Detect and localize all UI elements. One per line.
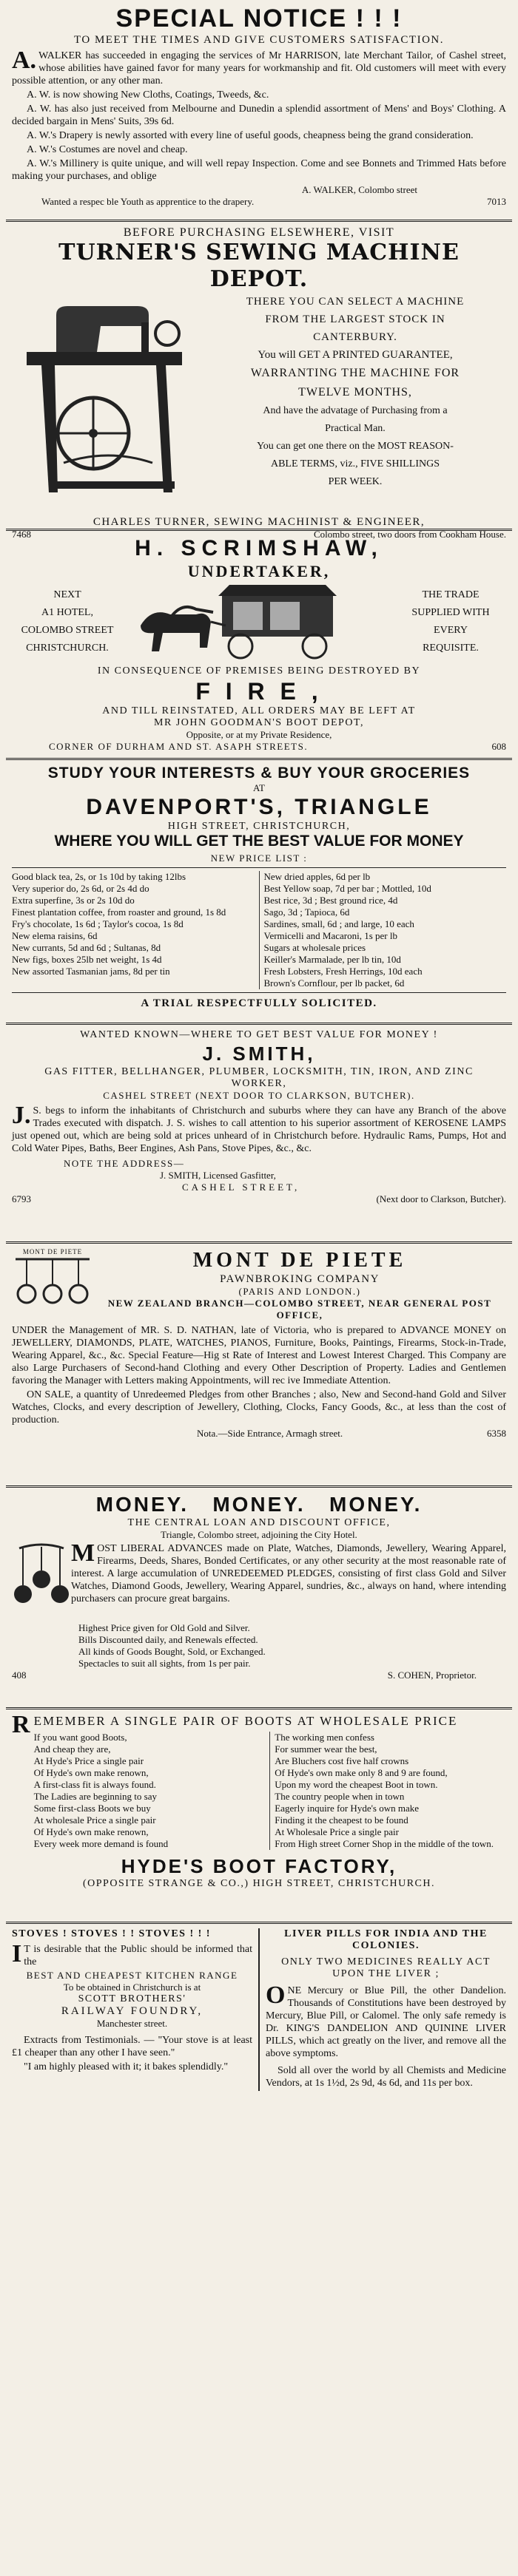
scrimshaw-ref: 608 [491,741,506,752]
hyde-advertisement [6,1709,512,1924]
smith-advertisement [6,1025,512,1244]
davenport-advertisement [6,760,512,1025]
scrimshaw-left-line: NEXT [53,589,81,600]
newspaper-page [6,0,512,2122]
stoves-obtained: To be obtained in Christchurch is at [63,1982,201,1993]
price-item: Vermicelli and Macaroni, 1s per lb [263,930,397,941]
piete-nota: Nota.—Side Entrance, Armagh street. [197,1428,343,1439]
walker-intro: A.WALKER has succeeded in engaging the services of Mr HARRISON, late Merchant Tailor, of Cashel street, whose abilities have gained favor for many years for workmanship and fit. Old customers will meet with every possible attention, or any other man. [12,47,506,87]
price-item: Fry's chocolate, 1s 6d ; Taylor's cocoa, 1s 8d [12,918,184,929]
poem-line: The Ladies are beginning to say [33,1791,157,1802]
price-item: Keiller's Marmalade, per lb tin, 10d [263,954,401,965]
smith-sig3: (Next door to Clarkson, Butcher). [376,1193,506,1204]
turner-line: You can get one there on the MOST REASON- [257,441,454,452]
scrimshaw-right-line: SUPPLIED WITH [411,607,490,618]
smith-body: J.S. begs to inform the inhabitants of Christchurch and suburbs where they can have any Branch of the above Trades executed with dispatch. J. S. wishes to call attention to his superior assortment of KEROSENE LAMPS just opened out, which are being sold at prices unheard of in Christchurch before. Hydraulic Rams, Pumps, Hot and Cold Water Pipes, Baths, Beer Engines, Ash Pans, Stove Pipes, &c., &c. [12,1102,506,1154]
piete-paris: (PARIS AND LONDON.) [238,1286,361,1297]
stoves-body: IT is desirable that the Public should be informed that the [12,1940,252,1967]
walker-advertisement [6,0,512,222]
hyde-headline: REMEMBER A SINGLE PAIR OF BOOTS AT WHOLESALE PRICE [12,1711,458,1738]
walker-line: A. W. is now showing New Cloths, Coatings, Tweeds, &c. [27,89,269,101]
walker-line: A. W.'s Millinery is quite unique, and will well repay Inspection. Come and see Bonnets and Trimmed Hats before making your purchases, and oblige [12,158,506,182]
hyde-poem [34,1732,506,1850]
money-title: MONEY. MONEY. MONEY. [95,1493,423,1516]
davenport-left-column [12,871,260,989]
poem-line: Every week more demand is found [33,1838,169,1849]
walker-signature: A. WALKER, Colombo street [301,184,417,195]
davenport-trial: A TRIAL RESPECTFULLY SOLICITED. [141,997,377,1009]
davenport-addr: HIGH STREET, CHRISTCHURCH, [167,821,351,832]
davenport-pricelist: NEW PRICE LIST : [210,853,308,864]
money-sig: S. COHEN, Proprietor. [387,1670,477,1681]
turner-line: FROM THE LARGEST STOCK IN [265,313,445,325]
money-body: MOST LIBERAL ADVANCES made on Plate, Watches, Diamonds, Jewellery, Wearing Apparel, Firearms, Deeds, Shares, Bonded Certificates, or any other security at the most reasonable rate of interest. A large accumulation of UNREDEEMED PLEDGES, consisting of first class Gold and Silver Watches, Diamond Goods, Jewellery, Wearing Apparel, sundries, &c., always on hand, where intending purchasers can procure great bargains. [71,1539,506,1604]
turner-line: ABLE TERMS, viz., FIVE SHILLINGS [270,458,440,470]
sewing-machine-illustration [12,293,197,515]
smith-addr: CASHEL STREET (NEXT DOOR TO CLARKSON, BUTCHER). [103,1090,415,1101]
poem-line: Finding it the cheapest to be found [275,1814,408,1826]
walker-line: A. W.'s Drapery is newly assorted with every line of useful goods, cheapness being the grand consideration. [27,130,474,141]
poem-line: Upon my word the cheapest Boot in town. [275,1779,438,1790]
liver-title: LIVER PILLS FOR INDIA AND THE COLONIES. [284,1928,488,1951]
turner-line: TWELVE MONTHS, [298,386,412,399]
price-item: Finest plantation coffee, from roaster and ground, 1s 8d [12,906,226,918]
price-item: Fresh Lobsters, Fresh Herrings, 10d each [263,966,423,977]
money-list [78,1622,506,1670]
poem-line: The working men confess [275,1732,374,1743]
scrimshaw-middle [12,581,506,662]
turner-advertisement [6,222,512,540]
scrimshaw-trade: UNDERTAKER, [187,562,331,580]
turner-pre: BEFORE PURCHASING ELSEWHERE, VISIT [123,226,395,239]
hearse-illustration [123,581,395,662]
scrimshaw-fire: F I R E , [195,678,323,705]
davenport-study: STUDY YOUR INTERESTS & BUY YOUR GROCERIES [47,765,471,782]
poem-line: Of Hyde's own make renown, [33,1767,149,1778]
bottom-columns [6,1928,512,2091]
money-addr: Triangle, Colombo street, adjoining the City Hotel. [161,1529,357,1540]
liver-only: ONLY TWO MEDICINES REALLY ACT UPON THE LIVER ; [281,1956,491,1979]
smith-ref: 6793 [12,1193,31,1204]
stoves-foundry: RAILWAY FOUNDRY, [61,2005,204,2017]
scrimshaw-advertisement [6,531,512,760]
pawnbroker-sign [12,1248,93,1321]
stoves-street: Manchester street. [96,2018,168,2029]
stoves-scott: SCOTT BROTHERS' [78,1993,186,2004]
smith-trades: GAS FITTER, BELLHANGER, PLUMBER, LOCKSMITH, TIN, IRON, AND ZINC WORKER, [44,1066,474,1089]
turner-line: Practical Man. [325,423,386,434]
scrimshaw-right-line: THE TRADE [422,589,480,600]
piete-body: UNDER the Management of MR. S. D. NATHAN, late of Victoria, who is prepared to ADVANCE MONEY on JEWELLERY, DIAMONDS, PLATE, WATCHES, PIANOS, Furniture, Books, Paintings, Firearms, Stock-in-Trade, Wearing Apparel, &c., &c. Special Feature—Hig st Rate of Interest and Lowest Interest Charged. This Company are also Large Purchasers of Second-hand Clothing and every Other Description of Property. Ladies and Gentlemen favoring the Manager with Letters making Appointments, will rec ive Immediate Attention. [12,1325,506,1386]
turner-body [12,293,506,515]
scrimshaw-notice: IN CONSEQUENCE OF PREMISES BEING DESTROYED BY [97,665,421,677]
piete-bottom [12,1428,506,1440]
poem-line: If you want good Boots, [33,1732,127,1743]
walker-headline: SPECIAL NOTICE ! ! ! [115,4,403,33]
stoves-extracts: Extracts from Testimonials. — "Your stove is at least £1 cheaper than any other I have seen." [12,2035,252,2058]
price-item: Very superior do, 2s 6d, or 2s 4d do [12,883,149,894]
davenport-at: AT [253,782,265,793]
price-item: Good black tea, 2s, or 1s 10d by taking 12lbs [12,871,186,882]
money-list-item: Highest Price given for Old Gold and Silver. [78,1622,250,1633]
scrimshaw-bottom [12,741,506,753]
scrimshaw-opposite: Opposite, or at my Private Residence, [186,729,332,740]
bottom-row [6,1924,512,2122]
scrimshaw-right [395,586,506,657]
money-office: THE CENTRAL LOAN AND DISCOUNT OFFICE, [127,1517,391,1528]
scrimshaw-left-line: COLOMBO STREET [21,625,114,636]
turner-address: Colombo street, two doors from Cookham House. [314,529,506,540]
smith-wanted: WANTED KNOWN—WHERE TO GET BEST VALUE FOR MONEY ! [80,1029,438,1040]
hyde-right-column [270,1732,506,1850]
liver-body: ONE Mercury or Blue Pill, the other Dandelion. Thousands of Constitutions have been destroyed by Mercury, Blue Pill, or Calomel. The only safe remedy is Dr. KING'S DANDELION AND QUININE LIVER PILLS, which act greatly on the liver, and remove all the above symptoms. [266,1982,506,2059]
stoves-title: STOVES ! STOVES ! ! STOVES ! ! ! [12,1928,211,1939]
smith-sig2: CASHEL STREET, [182,1182,300,1193]
price-item: Brown's Cornflour, per lb packet, 6d [263,977,405,989]
poem-line: Of Hyde's own make only 8 and 9 are found, [275,1767,448,1778]
price-item: Sago, 3d ; Tapioca, 6d [263,906,350,918]
poem-line: A first-class fit is always found. [33,1779,156,1790]
walker-lines [12,89,506,183]
davenport-right-column [260,871,507,989]
piete-head [12,1248,506,1321]
scrimshaw-left-line: CHRISTCHURCH. [26,643,109,654]
smith-note: NOTE THE ADDRESS— [64,1158,185,1169]
poem-line: And cheap they are, [33,1743,111,1755]
walker-line: A. W.'s Costumes are novel and cheap. [27,144,188,155]
piete-titles [93,1248,506,1321]
smith-name: J. SMITH, [202,1043,316,1065]
scrimshaw-right-line: REQUISITE. [423,643,479,654]
poem-line: Eagerly inquire for Hyde's own make [275,1803,420,1814]
poem-line: Some first-class Boots we buy [33,1803,151,1814]
liver-pills-advertisement [260,1928,512,2091]
walker-subhead: TO MEET THE TIMES AND GIVE CUSTOMERS SATISFACTION. [73,34,445,46]
davenport-where: WHERE YOU WILL GET THE BEST VALUE FOR MONEY [54,833,464,850]
piete-ref: 6358 [487,1428,506,1439]
money-list-item: Bills Discounted daily, and Renewals effected. [78,1634,258,1645]
turner-title: TURNER'S SEWING MACHINE DEPOT. [58,240,460,292]
pawnbroker-label: MONT DE PIETE [22,1248,83,1255]
price-item: Best Yellow soap, 7d per bar ; Mottled, 10d [263,883,431,894]
money-ref: 408 [12,1670,27,1681]
mont-de-piete-advertisement [6,1244,512,1488]
turner-line: THERE YOU CAN SELECT A MACHINE [246,296,465,308]
price-item: Best rice, 3d ; Best ground rice, 4d [263,895,398,906]
walker-footer [12,196,506,208]
poem-line: Are Bluchers cost five half crowns [275,1755,409,1766]
poem-line: At wholesale Price a single pair [33,1814,156,1826]
piete-branch: NEW ZEALAND BRANCH—COLOMBO STREET, NEAR GENERAL POST OFFICE, [107,1298,492,1321]
davenport-price-columns [12,871,506,989]
turner-lines [197,293,506,515]
three-balls-icon [12,1255,93,1307]
scrimshaw-corner: CORNER OF DURHAM AND ST. ASAPH STREETS. [49,741,309,752]
scrimshaw-right-line: EVERY [434,625,468,636]
scrimshaw-depot: MR JOHN GOODMAN'S BOOT DEPOT, [154,717,364,728]
piete-company: PAWNBROKING COMPANY [220,1273,380,1285]
poem-line: For summer wear the best, [275,1743,377,1755]
price-item: New elema raisins, 6d [12,930,98,941]
price-item: New figs, boxes 25lb net weight, 1s 4d [12,954,162,965]
hyde-addr: (OPPOSITE STRANGE & CO.,) HIGH STREET, CHRISTCHURCH. [83,1878,435,1889]
poem-line: From High street Corner Shop in the middle of the town. [275,1838,494,1849]
money-list-item: Spectacles to suit all sights, from 1s per pair. [78,1658,251,1669]
walker-ref: 7013 [487,196,506,207]
money-bottom [12,1670,506,1681]
price-item: New dried apples, 6d per lb [263,871,371,882]
davenport-name: DAVENPORT'S, TRIANGLE [86,795,432,819]
price-item: New assorted Tasmanian jams, 8d per tin [12,966,170,977]
turner-line: CANTERBURY. [313,331,397,343]
poem-line: Of Hyde's own make renown, [33,1826,149,1837]
liver-sold: Sold all over the world by all Chemists and Medicine Vendors, at 1s 1½d, 2s 9d, 4s 6d, and 11s per box. [266,2065,506,2089]
three-balls-icon [12,1541,71,1622]
poem-line: The country people when in town [275,1791,405,1802]
piete-title: MONT DE PIETE [192,1249,407,1272]
stoves-best: BEST AND CHEAPEST KITCHEN RANGE [26,1970,238,1981]
turner-line: And have the advatage of Purchasing from a [263,405,448,416]
walker-wanted: Wanted a respec ble Youth as apprentice to the drapery. [41,196,255,207]
price-item: Extra superfine, 3s or 2s 10d do [12,895,135,906]
smith-sig1: J. SMITH, Licensed Gasfitter, [160,1170,276,1181]
poem-line: At Wholesale Price a single pair [275,1826,399,1837]
hyde-left-column [34,1732,271,1850]
scrimshaw-name: H. SCRIMSHAW, [135,536,383,560]
stoves-pleased: "I am highly pleased with it; it bakes splendidly." [24,2061,229,2072]
money-advertisement [6,1488,512,1709]
money-body-row [12,1541,506,1622]
price-item: New currants, 5d and 6d ; Sultanas, 8d [12,942,161,953]
scrimshaw-reinstated: AND TILL REINSTATED, ALL ORDERS MAY BE LEFT AT [102,705,416,716]
scrimshaw-left-line: A1 HOTEL, [41,607,93,618]
stoves-advertisement [6,1928,260,2091]
price-item: Sugars at wholesale prices [263,942,366,953]
turner-ref: 7468 [12,529,31,540]
piete-sale: ON SALE, a quantity of Unredeemed Pledges from other Branches ; also, New and Second-hand Gold and Silver Watches, Clocks, and every description of Jewellery, Clothing, Clocks, Fancy Goods, &c., at less than the cost of production. [12,1389,506,1426]
hyde-name: HYDE'S BOOT FACTORY, [121,1855,397,1877]
turner-footer: CHARLES TURNER, SEWING MACHINIST & ENGINEER, [92,516,426,528]
scrimshaw-left [12,586,123,657]
smith-bottom [12,1193,506,1205]
poem-line: At Hyde's Price a single pair [33,1755,144,1766]
turner-line: You will GET A PRINTED GUARANTEE, [258,349,453,361]
money-list-item: All kinds of Goods Bought, Sold, or Exchanged. [78,1646,266,1657]
price-item: Sardines, small, 6d ; and large, 10 each [263,918,414,929]
turner-line: WARRANTING THE MACHINE FOR [250,367,460,379]
turner-line: PER WEEK. [328,476,383,487]
walker-line: A. W. has also just received from Melbourne and Dunedin a splendid assortment of Mens' and Boys' Clothing. A decided bargain in Mens' Suits, 39s 6d. [12,104,506,127]
